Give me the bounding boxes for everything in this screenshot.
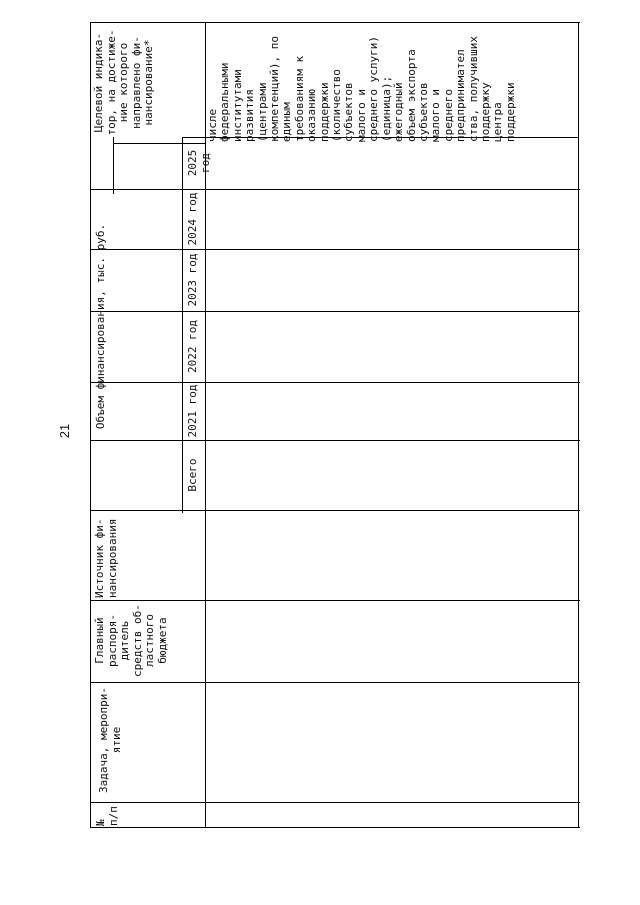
header-year-2025-text: 2025 год <box>186 149 212 177</box>
header-year-2021-text: 2021 год <box>186 384 199 438</box>
page-number <box>58 424 72 438</box>
header-year-total <box>182 440 205 511</box>
indicator-cell <box>205 22 578 143</box>
header-year-total-text: Всего <box>186 458 199 492</box>
header-year-2022 <box>182 311 205 383</box>
header-volume-text: Объем финансирования, тыс. руб. <box>94 223 107 430</box>
header-task-text: Задача, меропри- ятие <box>97 687 123 793</box>
header-year-2021 <box>182 382 205 441</box>
page-number-text: 21 <box>57 423 73 439</box>
financing-table <box>90 22 580 828</box>
header-task <box>90 682 205 803</box>
header-year-2023 <box>182 249 205 312</box>
header-indicator <box>90 22 205 143</box>
header-year-2023-text: 2023 год <box>186 253 199 307</box>
indicator-cell-text: числе федеральными институтами развития (центрами компетенций), по единым требованиям к оказанию поддержки (количество субъектов малого и среднего услуги) (единица); ежегодный объем экспорта субъектов малого и среднего предпринимател ства, получивших поддержку центра поддержки <box>206 36 517 142</box>
table-border-right <box>578 22 579 828</box>
header-num-text: № п/п <box>94 806 120 826</box>
header-source-text: Источник фи- нансирования <box>93 518 119 598</box>
header-year-2024 <box>182 189 205 250</box>
header-year-2025 <box>182 137 212 190</box>
header-num <box>90 802 205 828</box>
header-manager-text: Главный распоря- дитель средств об- ластного бюджета <box>93 604 169 677</box>
header-source <box>90 510 205 601</box>
header-year-2022-text: 2022 год <box>186 320 199 373</box>
header-indicator-text: Целевой индика- тор, на достиже- ние которого направлено фи- нансирование* <box>92 29 155 136</box>
header-year-2024-text: 2024 год <box>186 192 199 246</box>
header-manager <box>90 600 205 683</box>
